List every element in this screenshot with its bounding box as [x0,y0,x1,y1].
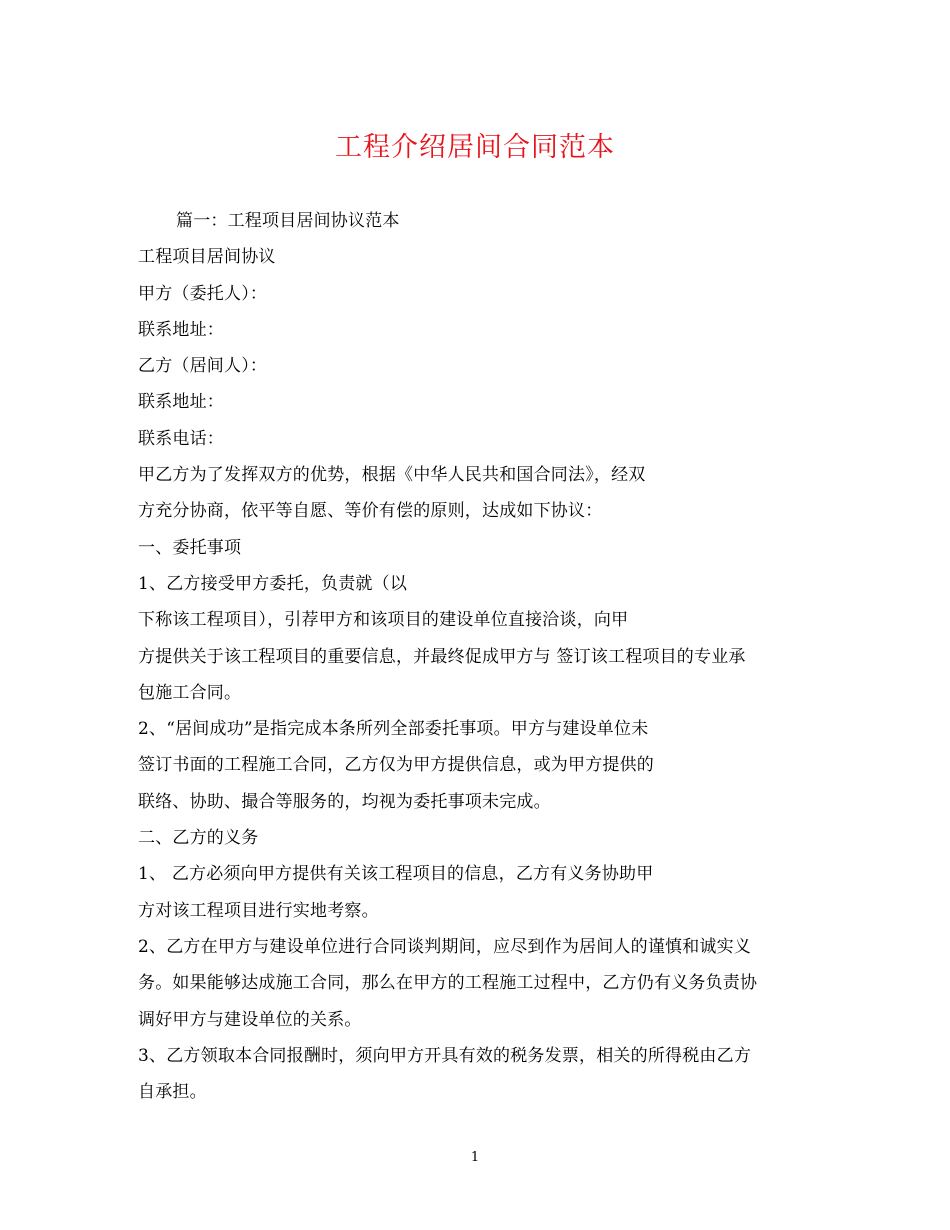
section-heading: 篇一：工程项目居间协议范本 [176,211,400,231]
clause-line: 调好甲方与建设单位的关系。 [138,1009,362,1030]
party-b-phone-label: 联系电话： [138,428,224,449]
document-body [138,203,818,1110]
page-number: 1 [470,1150,480,1165]
clause-line: 2、“居间成功”是指完成本条所列全部委托事项。甲方与建设单位未 [138,719,649,740]
clause-line: 自承担。 [138,1082,207,1103]
clause-line: 签订书面的工程施工合同，乙方仅为甲方提供信息，或为甲方提供的 [138,755,654,776]
clause-line: 1、乙方接受甲方委托，负责就（以 [138,573,408,594]
clause-line: 包施工合同。 [138,682,242,703]
agreement-title: 工程项目居间协议 [138,247,276,268]
party-a-label: 甲方（委托人）： [138,283,268,304]
document-title: 工程介绍居间合同范本 [335,132,615,163]
clause-heading: 一、委托事项 [138,537,242,558]
clause-heading: 二、乙方的义务 [138,828,259,849]
clause-line: 2、乙方在甲方与建设单位进行合同谈判期间，应尽到作为居间人的谨慎和诚实义 [138,936,752,957]
party-b-address-label: 联系地址： [138,392,224,413]
clause-line: 下称该工程项目），引荐甲方和该项目的建设单位直接洽谈，向甲 [138,610,629,631]
clause-line: 联络、协助、撮合等服务的，均视为委托事项未完成。 [138,791,551,812]
preamble-line: 方充分协商，依平等自愿、等价有偿的原则，达成如下协议： [138,501,603,522]
preamble-line: 甲乙方为了发挥双方的优势，根据《中华人民共和国合同法》，经双 [138,465,646,486]
party-a-address-label: 联系地址： [138,319,224,340]
clause-line: 3、乙方领取本合同报酬时，须向甲方开具有效的税务发票，相关的所得税由乙方 [138,1045,752,1066]
clause-line: 方提供关于该工程项目的重要信息，并最终促成甲方与 签订该工程项目的专业承 [138,646,746,667]
party-b-label: 乙方（居间人）： [138,356,268,377]
clause-line: 务。如果能够达成施工合同，那么在甲方的工程施工过程中，乙方仍有义务负责协 [138,973,758,994]
clause-line: 1、 乙方必须向甲方提供有关该工程项目的信息，乙方有义务协助甲 [138,864,654,885]
clause-line: 方对该工程项目进行实地考察。 [138,900,379,921]
